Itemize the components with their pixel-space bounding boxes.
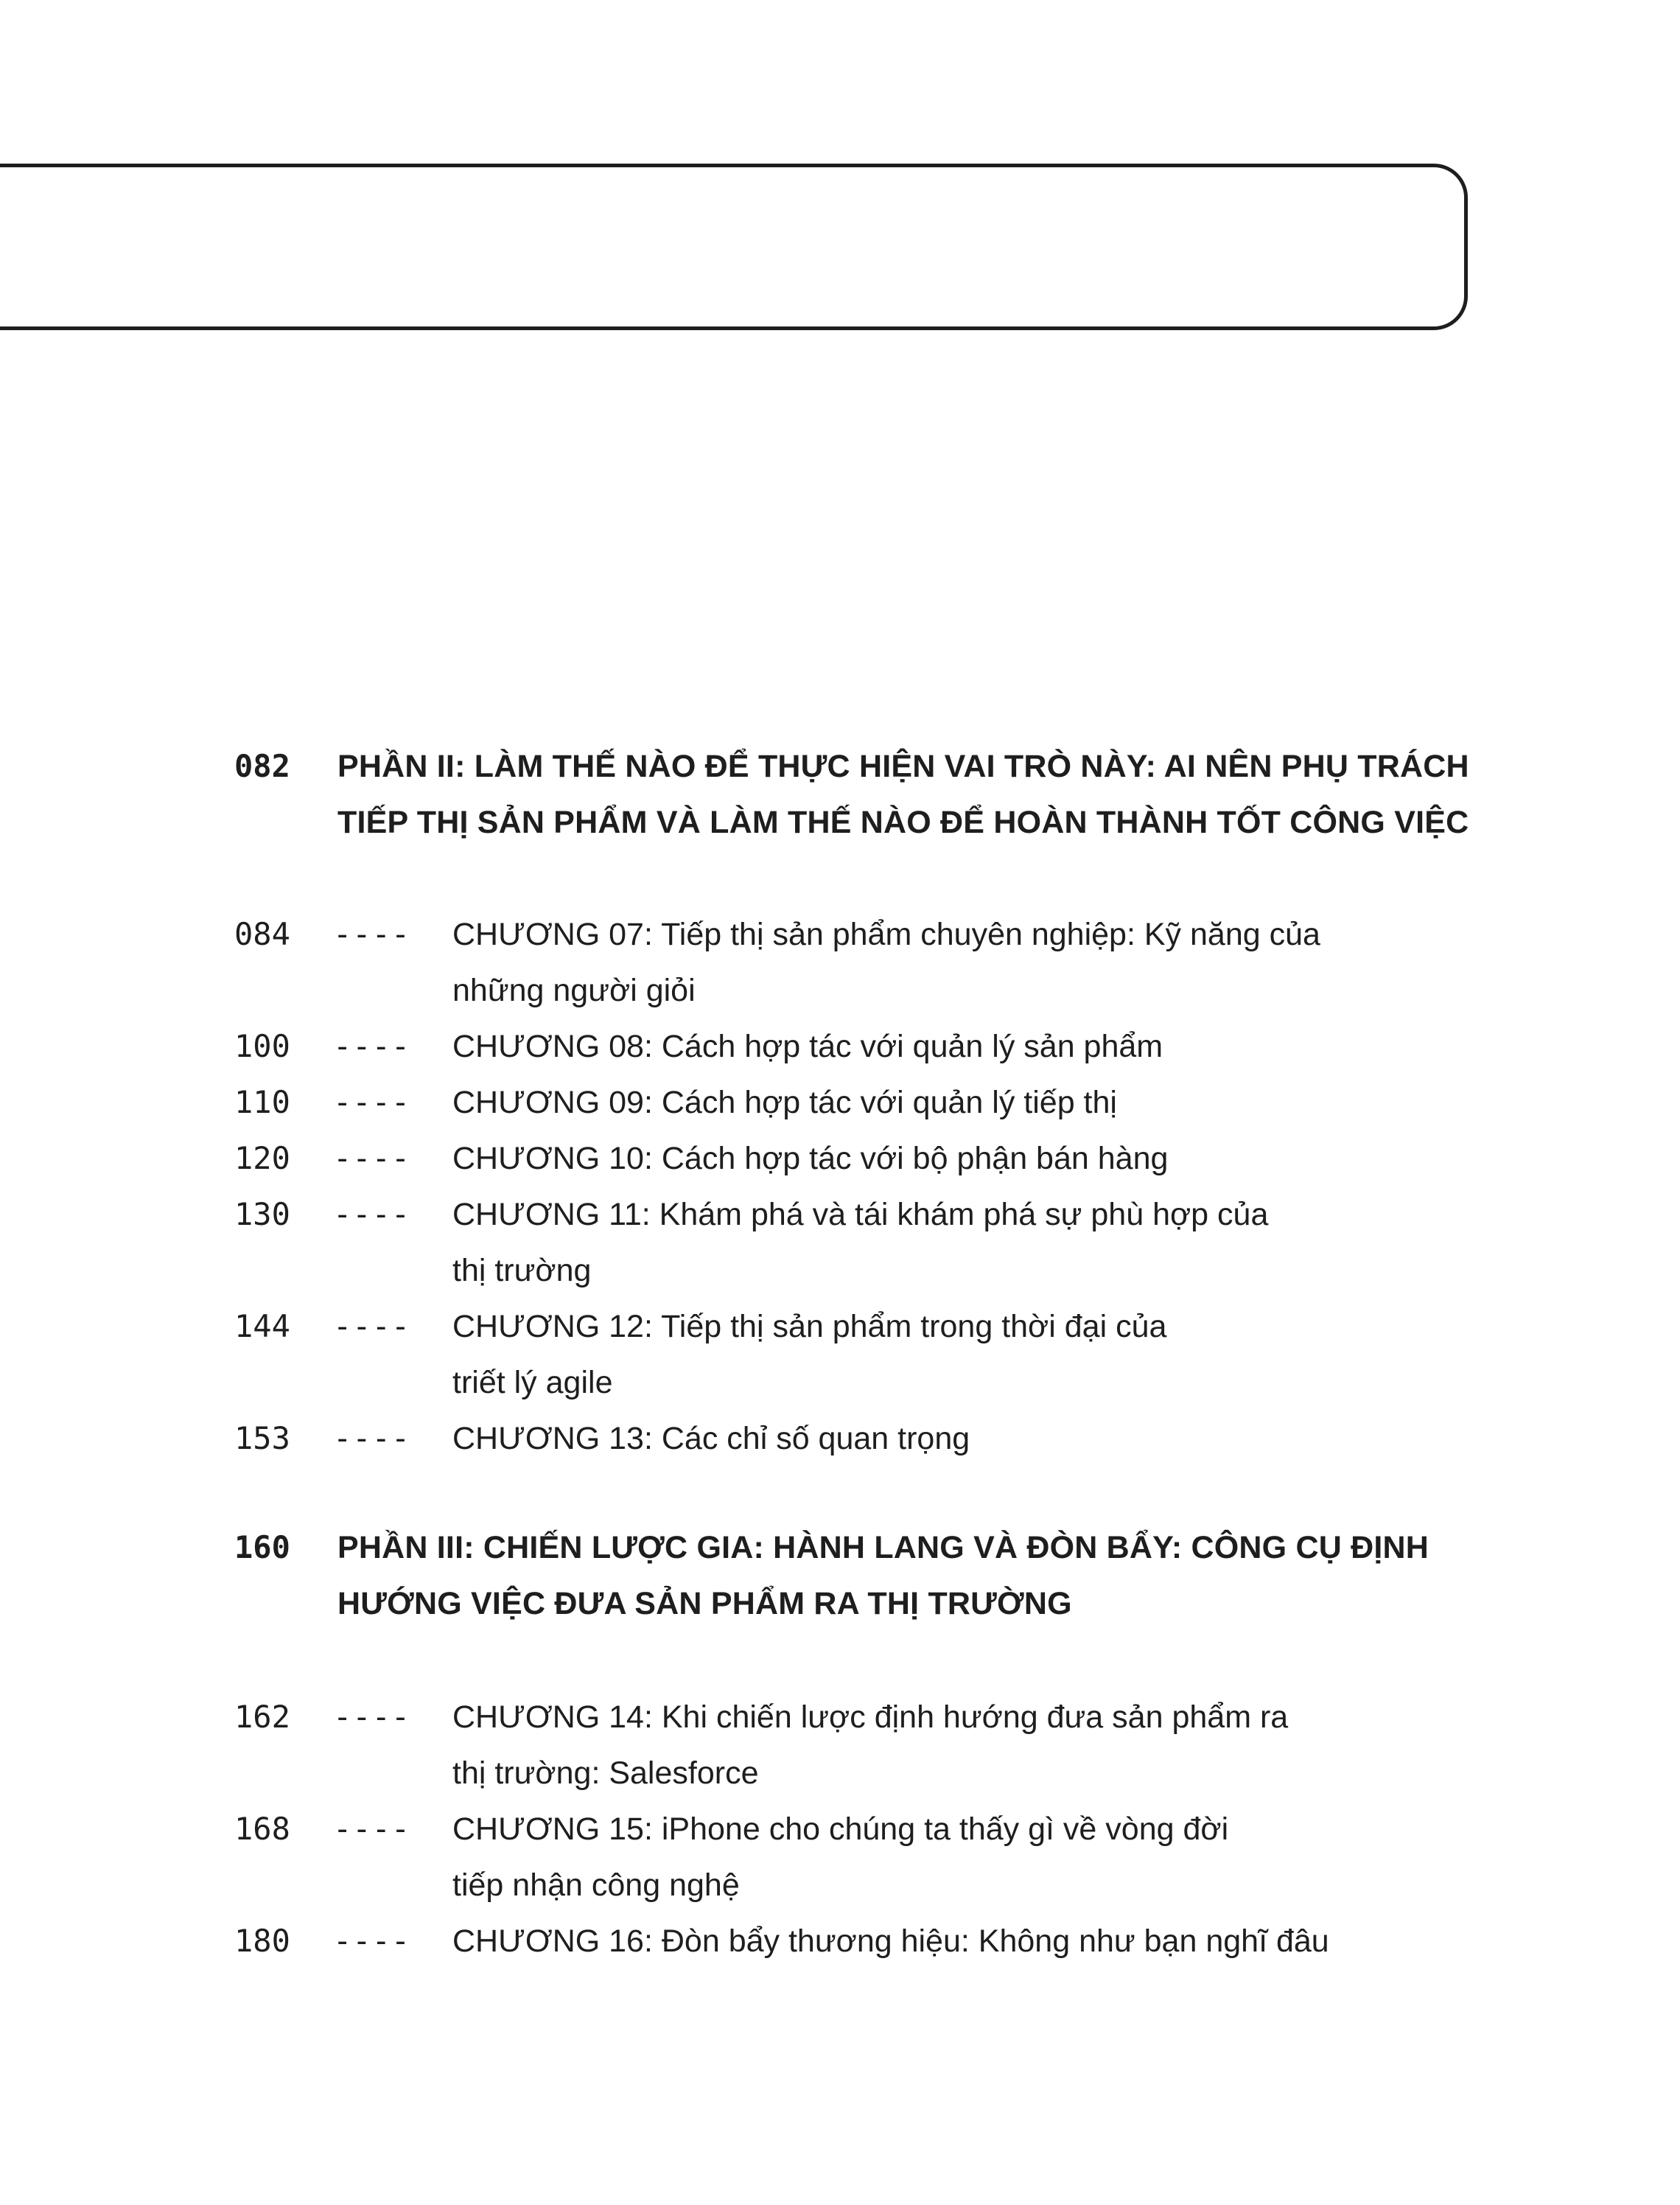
entry-leader: ---- [333,916,411,952]
entry-title-line: CHƯƠNG 12: Tiếp thị sản phẩm trong thời đại của [452,1309,1167,1344]
entry-title-line: những người giỏi [452,973,696,1008]
entry-title-line: tiếp nhận công nghệ [452,1867,740,1903]
entry-leader: ---- [333,1811,411,1847]
entry-title-line: thị trường [452,1253,592,1288]
entry-leader: ---- [333,1140,411,1176]
entry-page-number: 144 [234,1308,290,1344]
part-title-line: HƯỚNG VIỆC ĐƯA SẢN PHẨM RA THỊ TRƯỜNG [337,1586,1072,1621]
entry-title-line: CHƯƠNG 08: Cách hợp tác với quản lý sản phẩm [452,1029,1163,1064]
part-title-line: PHẦN II: LÀM THẾ NÀO ĐỂ THỰC HIỆN VAI TRÒ NÀY: AI NÊN PHỤ TRÁCH [337,749,1469,784]
part-page-number: 160 [234,1529,290,1565]
entry-page-number: 100 [234,1028,290,1064]
header-frame [0,164,1468,330]
entry-title [452,1018,1484,1074]
entry-title-line: CHƯƠNG 09: Cách hợp tác với quản lý tiếp thị [452,1085,1117,1120]
entry-title-line: CHƯƠNG 15: iPhone cho chúng ta thấy gì về vòng đời [452,1811,1229,1847]
entry-title [452,1913,1484,1969]
entry-title [452,906,1484,1018]
entry-title [452,1299,1484,1411]
entry-leader: ---- [333,1084,411,1120]
entry-title [452,1131,1484,1187]
entry-leader: ---- [333,1308,411,1344]
entry-title-line: triết lý agile [452,1365,613,1400]
entry-title-line: thị trường: Salesforce [452,1755,759,1791]
entry-leader: ---- [333,1699,411,1735]
entry-page-number: 110 [234,1084,290,1120]
entry-title [452,1801,1484,1913]
entry-title [452,1074,1484,1131]
entry-title-line: CHƯƠNG 16: Đòn bẩy thương hiệu: Không như bạn nghĩ đâu [452,1923,1329,1959]
part-title-line: TIẾP THỊ SẢN PHẨM VÀ LÀM THẾ NÀO ĐỂ HOÀN THÀNH TỐT CÔNG VIỆC [337,805,1469,840]
entry-title [452,1411,1484,1467]
entry-title-line: CHƯƠNG 10: Cách hợp tác với bộ phận bán hàng [452,1141,1169,1176]
entry-title-line: CHƯƠNG 11: Khám phá và tái khám phá sự phù hợp của [452,1197,1269,1232]
entry-title-line: CHƯƠNG 07: Tiếp thị sản phẩm chuyên nghiệp: Kỹ năng của [452,917,1320,952]
entry-page-number: 130 [234,1196,290,1232]
part-title-line: PHẦN III: CHIẾN LƯỢC GIA: HÀNH LANG VÀ ĐÒN BẨY: CÔNG CỤ ĐỊNH [337,1530,1429,1565]
entry-page-number: 120 [234,1140,290,1176]
entry-page-number: 168 [234,1811,290,1847]
part-title [337,1520,1487,1632]
entry-title [452,1689,1484,1801]
entry-page-number: 153 [234,1420,290,1456]
entry-leader: ---- [333,1420,411,1456]
entry-page-number: 162 [234,1699,290,1735]
entry-page-number: 084 [234,916,290,952]
part-page-number: 082 [234,748,290,784]
entry-leader: ---- [333,1923,411,1959]
entry-page-number: 180 [234,1923,290,1959]
entry-leader: ---- [333,1196,411,1232]
entry-title [452,1187,1484,1299]
entry-title-line: CHƯƠNG 14: Khi chiến lược định hướng đưa sản phẩm ra [452,1699,1289,1735]
entry-title-line: CHƯƠNG 13: Các chỉ số quan trọng [452,1421,970,1456]
entry-leader: ---- [333,1028,411,1064]
part-title [337,738,1487,850]
